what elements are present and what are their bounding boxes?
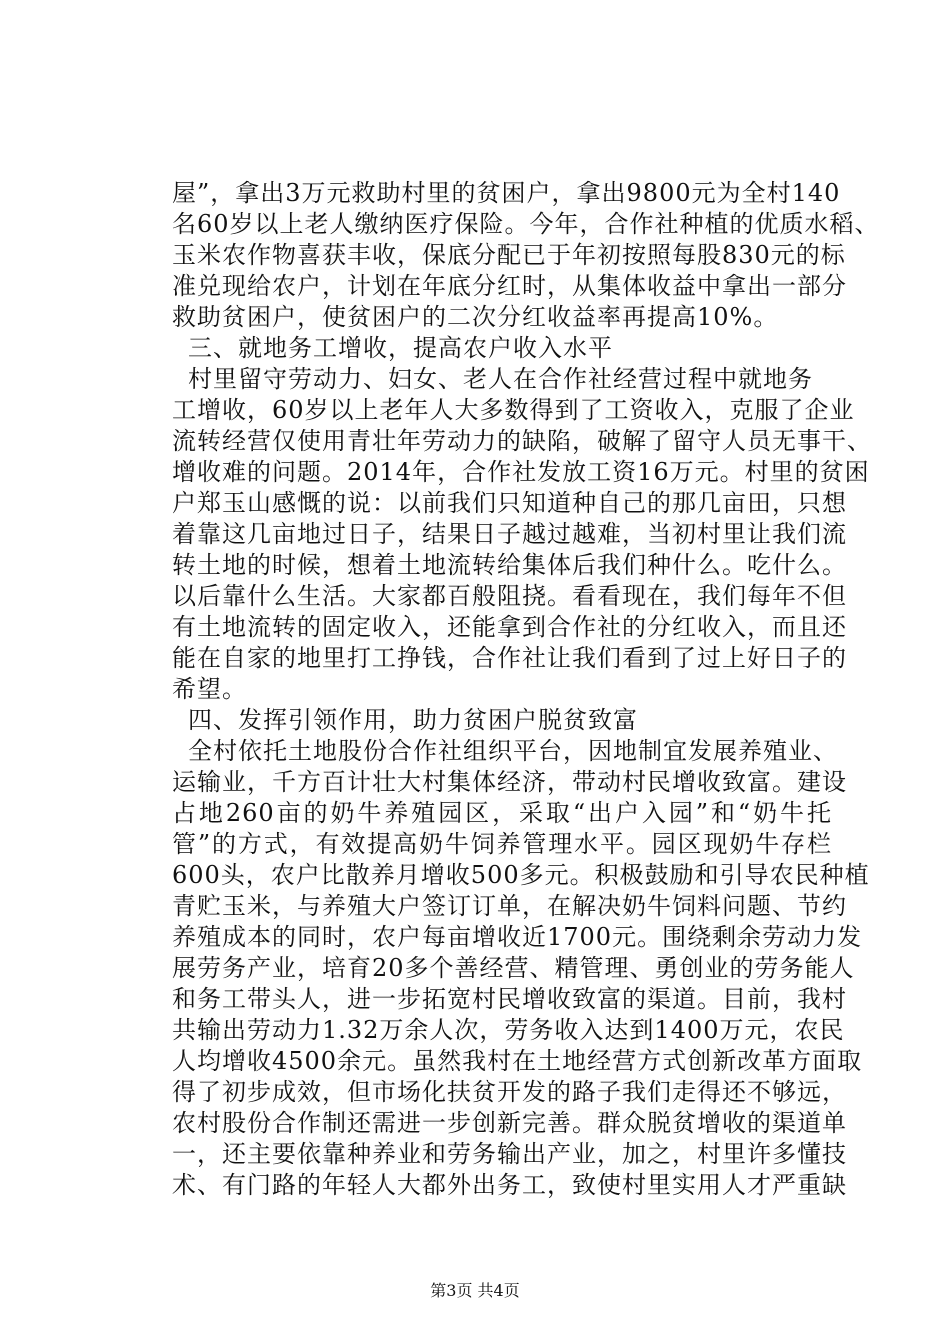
paragraph-line: 以后靠什么生活。大家都百般阻挠。看看现在，我们每年不但 [172, 582, 847, 610]
paragraph-line: 农村股份合作制还需进一步创新完善。群众脱贫增收的渠道单 [172, 1109, 847, 1137]
paragraph-line: 得了初步成效，但市场化扶贫开发的路子我们走得还不够远， [172, 1078, 847, 1106]
paragraph-line: 占地260亩的奶牛养殖园区，采取“出户入园”和“奶牛托 [172, 799, 832, 827]
section-heading: 三、就地务工增收，提高农户收入水平 [188, 334, 613, 362]
paragraph-line: 村里留守劳动力、妇女、老人在合作社经营过程中就地务 [188, 365, 813, 393]
paragraph-line: 管”的方式，有效提高奶牛饲养管理水平。园区现奶牛存栏 [172, 830, 832, 858]
paragraph-line: 转土地的时候，想着土地流转给集体后我们种什么。吃什么。 [172, 551, 847, 579]
paragraph-line: 增收难的问题。2014年，合作社发放工资16万元。村里的贫困 [172, 458, 870, 486]
paragraph-line: 运输业，千方百计壮大村集体经济，带动村民增收致富。建设 [172, 768, 847, 796]
paragraph-line: 人均增收4500余元。虽然我村在土地经营方式创新改革方面取 [172, 1047, 863, 1075]
paragraph-line: 屋”，拿出3万元救助村里的贫困户，拿出9800元为全村140 [172, 179, 841, 207]
paragraph-line: 名60岁以上老人缴纳医疗保险。今年，合作社种植的优质水稻、 [172, 210, 880, 238]
paragraph-line: 流转经营仅使用青壮年劳动力的缺陷，破解了留守人员无事干、 [172, 427, 872, 455]
section-heading: 四、发挥引领作用，助力贫困户脱贫致富 [188, 706, 638, 734]
document-body [172, 178, 880, 1201]
paragraph-line: 展劳务产业，培育20多个善经营、精管理、勇创业的劳务能人 [172, 954, 855, 982]
paragraph-line: 和务工带头人，进一步拓宽村民增收致富的渠道。目前，我村 [172, 985, 847, 1013]
paragraph-line: 青贮玉米，与养殖大户签订订单，在解决奶牛饲料问题、节约 [172, 892, 847, 920]
paragraph-line: 术、有门路的年轻人大都外出务工，致使村里实用人才严重缺 [172, 1171, 847, 1199]
paragraph-line: 一，还主要依靠种养业和劳务输出产业，加之，村里许多懂技 [172, 1140, 847, 1168]
paragraph-line: 600头，农户比散养月增收500多元。积极鼓励和引导农民种植 [172, 861, 870, 889]
paragraph-line: 共输出劳动力1.32万余人次，劳务收入达到1400万元，农民 [172, 1016, 845, 1044]
paragraph-line: 希望。 [172, 675, 247, 703]
paragraph-line: 工增收，60岁以上老年人大多数得到了工资收入，克服了企业 [172, 396, 855, 424]
paragraph-line: 能在自家的地里打工挣钱，合作社让我们看到了过上好日子的 [172, 644, 847, 672]
paragraph-line: 全村依托土地股份合作社组织平台，因地制宜发展养殖业、 [188, 737, 838, 765]
paragraph-line: 着靠这几亩地过日子，结果日子越过越难，当初村里让我们流 [172, 520, 847, 548]
paragraph-line: 玉米农作物喜获丰收，保底分配已于年初按照每股830元的标 [172, 241, 846, 269]
page-number-footer: 第3页 共4页 [430, 1281, 520, 1300]
paragraph-line: 有土地流转的固定收入，还能拿到合作社的分红收入，而且还 [172, 613, 847, 641]
paragraph-line: 准兑现给农户，计划在年底分红时，从集体收益中拿出一部分 [172, 272, 847, 300]
paragraph-line: 养殖成本的同时，农户每亩增收近1700元。围绕剩余劳动力发 [172, 923, 863, 951]
paragraph-line: 救助贫困户，使贫困户的二次分红收益率再提高10%。 [172, 303, 779, 331]
paragraph-line: 户郑玉山感慨的说：以前我们只知道种自己的那几亩田，只想 [172, 489, 847, 517]
